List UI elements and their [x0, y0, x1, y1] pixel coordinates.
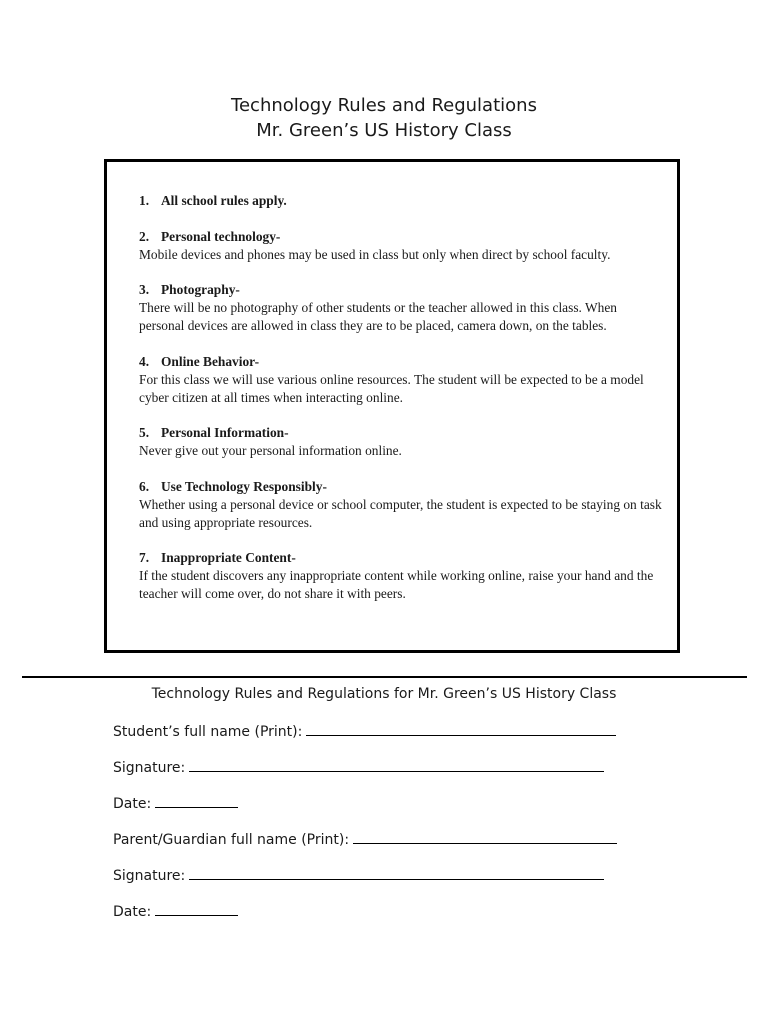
rule-item: [139, 478, 664, 532]
rule-number: 3.: [139, 282, 150, 297]
rule-text: There will be no photography of other students or the teacher allowed in this class. When personal devices are allowed in class they are to be placed, camera down, on the tables.: [139, 300, 617, 333]
rule-item: [139, 424, 664, 460]
parent-signature-field: [113, 864, 604, 886]
rule-text: If the student discovers any inappropriate content while working online, raise your hand and the teacher will come over, do not share it with peers.: [139, 568, 654, 601]
student-date-field: [113, 792, 238, 814]
form-title: Technology Rules and Regulations for Mr. Green’s US History Class: [151, 686, 617, 702]
parent-date-field: [113, 900, 238, 922]
student-signature-label: Signature:: [113, 760, 186, 776]
rule-heading: [139, 353, 664, 371]
rule-number: 5.: [139, 425, 150, 440]
rule-number: 7.: [139, 550, 150, 565]
rule-title: Photography-: [161, 282, 240, 297]
rule-heading: [139, 281, 664, 299]
rule-heading: [139, 228, 664, 246]
parent-signature-blank[interactable]: [189, 864, 604, 880]
rule-item: [139, 228, 664, 264]
rule-text: Whether using a personal device or school computer, the student is expected to be staying on task and using appropriate resources.: [139, 496, 662, 530]
student-signature-field: [113, 756, 604, 778]
parent-date-blank[interactable]: [155, 900, 238, 916]
rule-title: Personal Information-: [161, 425, 289, 440]
student-name-label: Student’s full name (Print):: [113, 724, 303, 740]
rule-item: [139, 281, 664, 335]
rule-item: [139, 353, 664, 407]
rule-heading: [139, 549, 664, 567]
rule-text: Mobile devices and phones may be used in class but only when direct by school faculty.: [139, 246, 611, 262]
rules-list: [139, 192, 664, 621]
rule-title: Online Behavior-: [161, 353, 260, 369]
student-date-blank[interactable]: [155, 792, 238, 808]
rule-text: For this class we will use various online resources. The student will be expected to be a model cyber citizen at all times when interacting online.: [139, 371, 644, 405]
document-subtitle: Mr. Green’s US History Class: [256, 120, 512, 141]
rule-title: Inappropriate Content-: [161, 550, 296, 565]
rule-text: Never give out your personal information online.: [139, 443, 402, 458]
rule-number: 1.: [139, 193, 150, 208]
student-name-blank[interactable]: [306, 720, 616, 736]
rule-item: [139, 192, 664, 210]
parent-name-field: [113, 828, 617, 850]
document-title: Technology Rules and Regulations: [231, 95, 537, 116]
rule-title: All school rules apply.: [161, 193, 287, 208]
parent-date-label: Date:: [113, 904, 152, 920]
rule-item: [139, 549, 664, 603]
rule-number: 6.: [139, 478, 150, 494]
rule-number: 2.: [139, 228, 150, 244]
rule-heading: [139, 478, 664, 496]
parent-name-label: Parent/Guardian full name (Print):: [113, 832, 350, 848]
rule-title: Personal technology-: [161, 228, 281, 244]
rule-heading: [139, 424, 664, 442]
rule-number: 4.: [139, 353, 150, 369]
rule-heading: [139, 192, 664, 210]
rule-title: Use Technology Responsibly-: [161, 478, 327, 494]
student-date-label: Date:: [113, 796, 152, 812]
student-signature-blank[interactable]: [189, 756, 604, 772]
student-name-field: [113, 720, 616, 742]
section-divider: [22, 676, 747, 678]
parent-name-blank[interactable]: [353, 828, 617, 844]
rules-box: [104, 159, 680, 653]
parent-signature-label: Signature:: [113, 868, 186, 884]
